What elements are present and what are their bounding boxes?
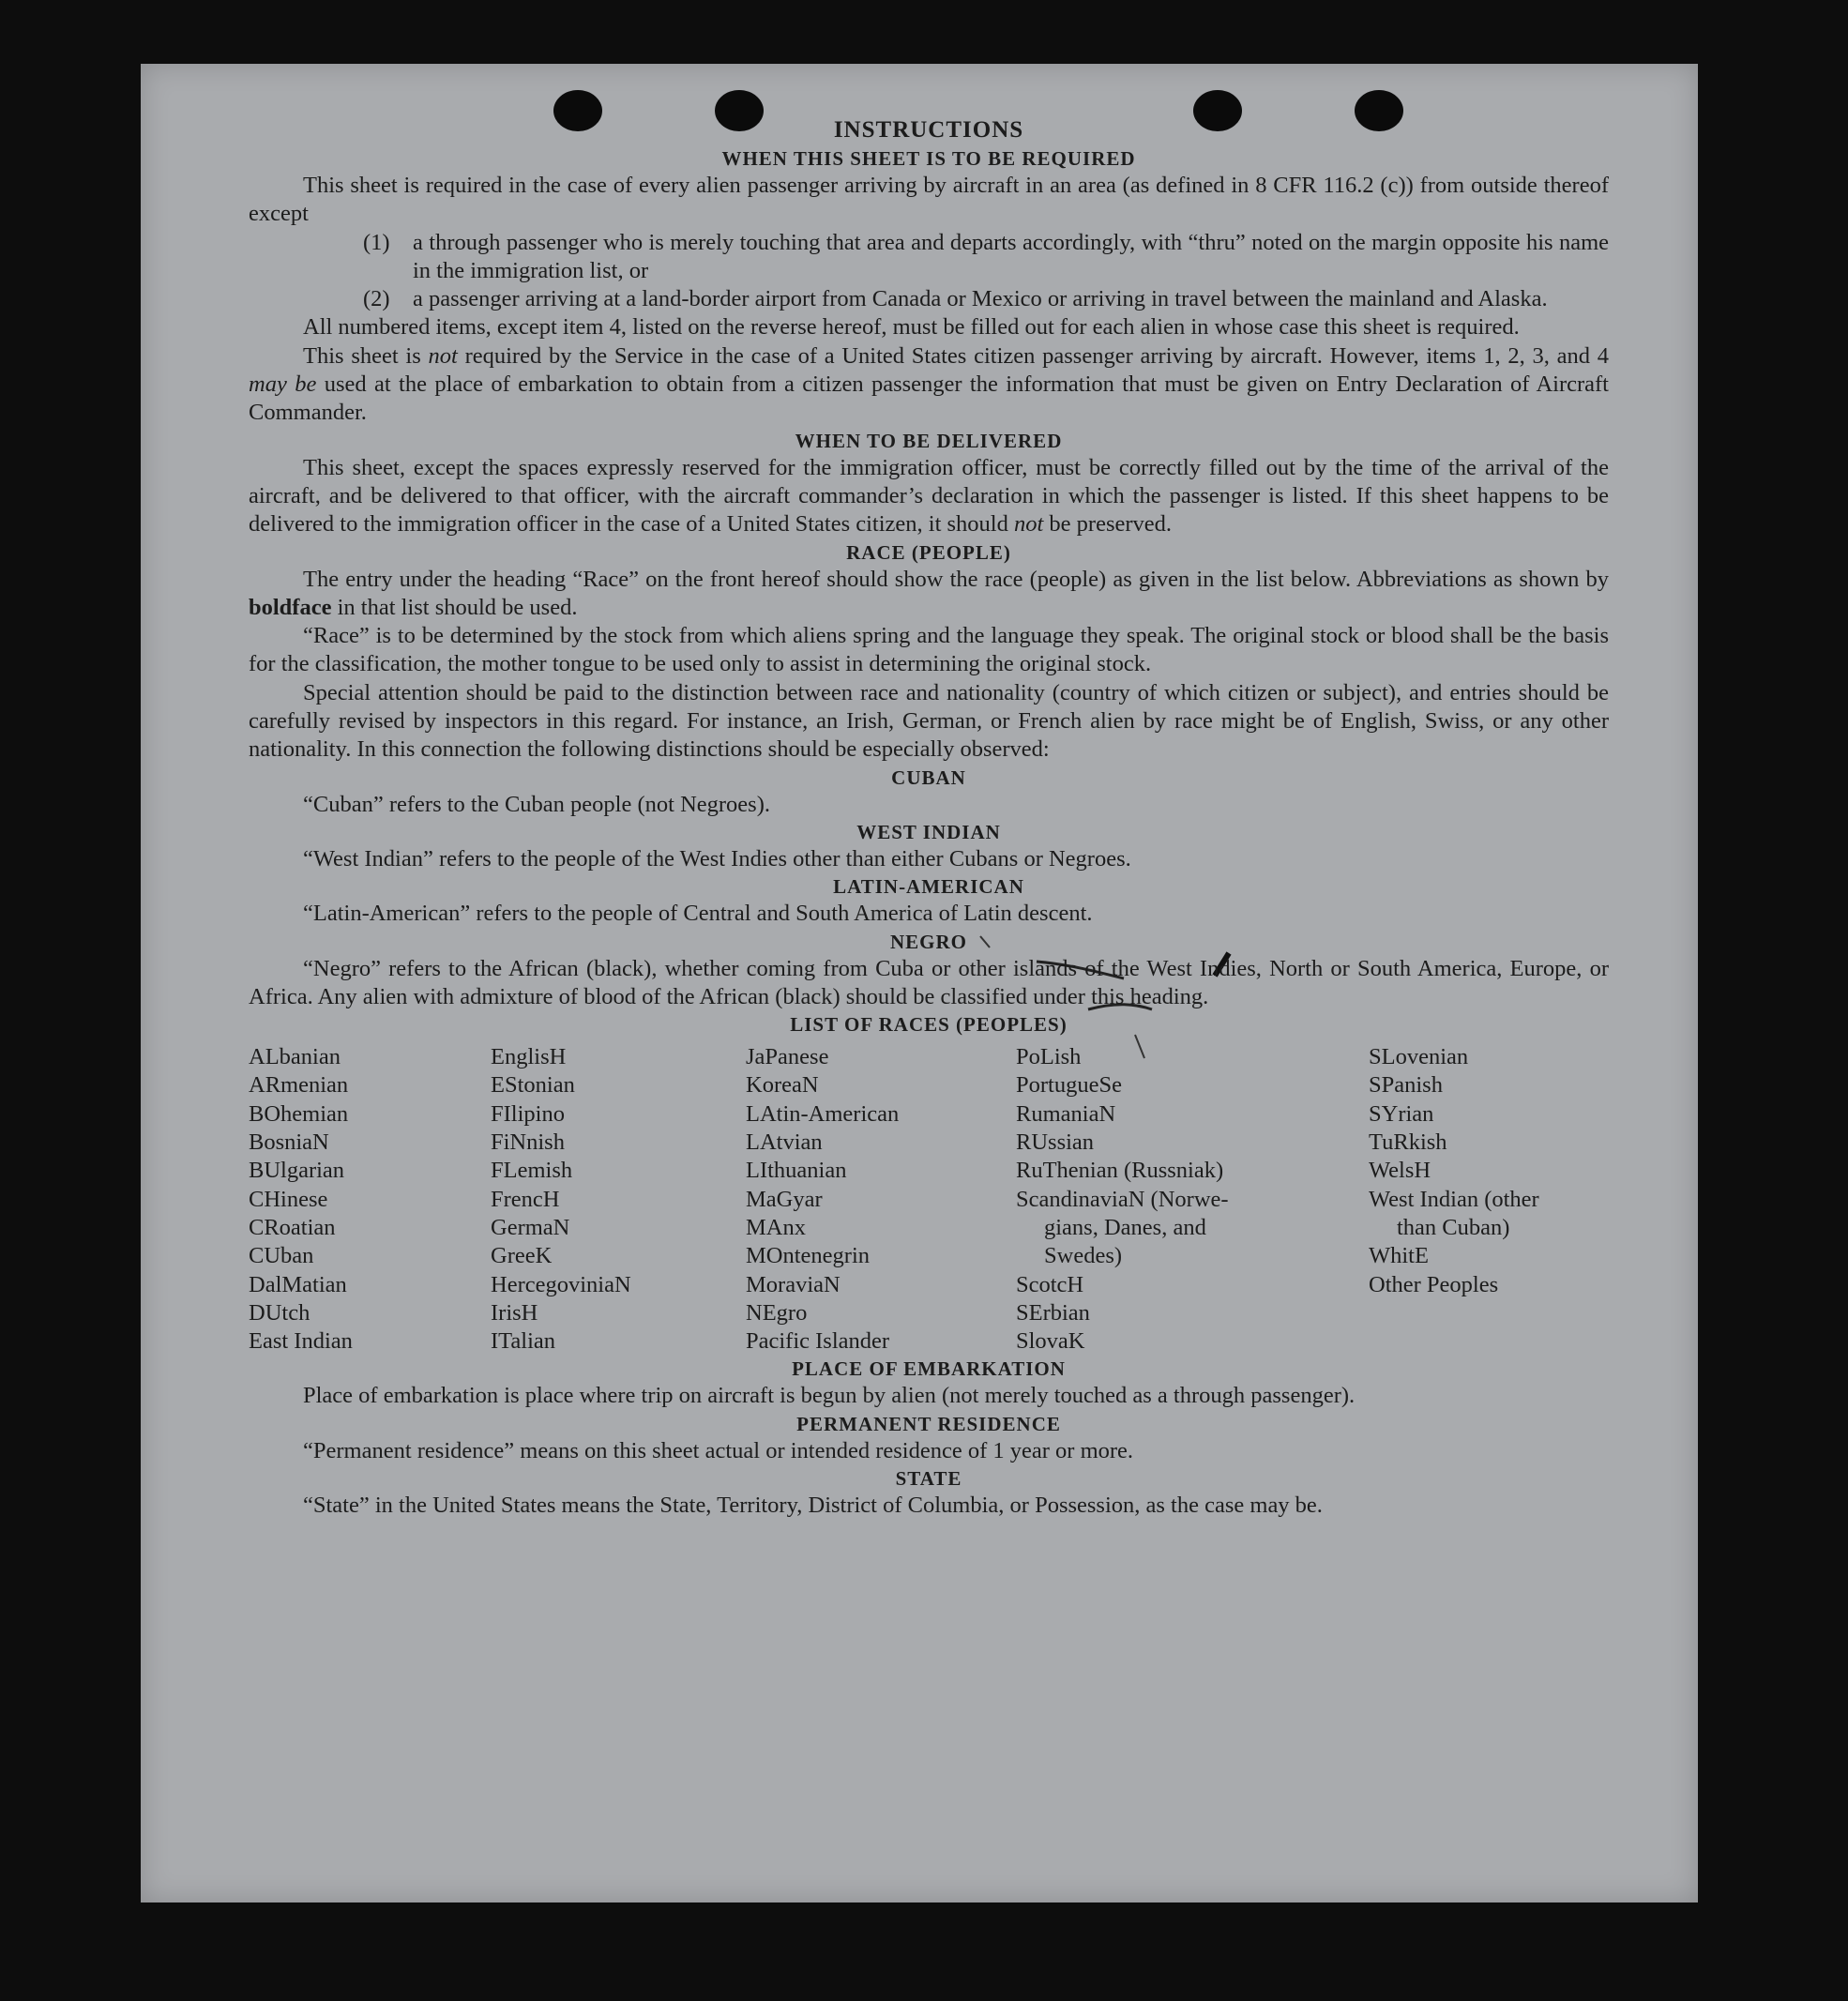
paragraph-race-1: The entry under the heading “Race” on the front hereof should show the race (people) as given in the list below. Abbreviations as shown by boldface in that list should be used. bbox=[249, 566, 1609, 620]
race-entry: EStonian bbox=[491, 1072, 575, 1099]
paragraph-state: “State” in the United States means the State, Territory, District of Columbia, or Possession, as the case may be. bbox=[303, 1492, 1323, 1518]
race-entry: EnglisH bbox=[491, 1044, 567, 1070]
section-heading-cuban: CUBAN bbox=[891, 766, 966, 789]
paragraph-when-required: This sheet is required in the case of every alien passenger arriving by aircraft in an area (as defined in 8 CFR 116.2 (c)) from outside thereof except bbox=[249, 173, 1609, 227]
race-entry: FLemish bbox=[491, 1158, 573, 1184]
race-entry: GermaN bbox=[491, 1214, 570, 1240]
race-entry: TuRkish bbox=[1369, 1129, 1447, 1156]
document-sheet bbox=[141, 64, 1698, 1902]
list-item bbox=[249, 229, 1609, 286]
section-heading-when-delivered: WHEN TO BE DELIVERED bbox=[795, 429, 1063, 452]
race-column bbox=[491, 1043, 746, 1356]
race-entry: CUban bbox=[249, 1243, 314, 1269]
section-heading-latin-american: LATIN-AMERICAN bbox=[833, 875, 1024, 899]
page-title: INSTRUCTIONS bbox=[833, 117, 1024, 143]
race-entry: West Indian (other bbox=[1369, 1186, 1539, 1212]
race-entry: MOntenegrin bbox=[746, 1243, 870, 1269]
race-entry: ARmenian bbox=[249, 1072, 349, 1099]
race-entry: DUtch bbox=[249, 1299, 311, 1326]
section-heading-list-of-races: LIST OF RACES (PEOPLES) bbox=[790, 1013, 1068, 1037]
race-column bbox=[249, 1043, 491, 1356]
paragraph-when-delivered: This sheet, except the spaces expressly reserved for the immigration officer, must be correctly filled out by the time of the arrival of the aircraft, and be delivered to that officer, with the aircraft commander’s declaration in which the passenger is listed. If this sheet happens to be delivered to the immigration officer in the case of a United States citizen, it should not be preserved. bbox=[249, 454, 1609, 538]
paragraph-cuban: “Cuban” refers to the Cuban people (not Negroes). bbox=[303, 791, 770, 817]
race-entry: SYrian bbox=[1369, 1100, 1434, 1127]
race-entry: FIlipino bbox=[491, 1100, 565, 1127]
race-list bbox=[249, 1043, 1609, 1356]
race-entry: ScandinaviaN (Norwe- bbox=[1016, 1186, 1229, 1212]
section-heading-embarkation: PLACE OF EMBARKATION bbox=[792, 1357, 1066, 1381]
paragraph-west-indian: “West Indian” refers to the people of the West Indies other than either Cubans or Negroes. bbox=[303, 845, 1131, 872]
race-entry: KoreaN bbox=[746, 1072, 819, 1099]
race-entry: WelsH bbox=[1369, 1158, 1431, 1184]
race-entry: FrencH bbox=[491, 1186, 560, 1212]
race-entry: LAtvian bbox=[746, 1129, 823, 1156]
race-column bbox=[1016, 1043, 1369, 1356]
race-entry: RumaniaN bbox=[1016, 1100, 1116, 1127]
race-entry: than Cuban) bbox=[1397, 1214, 1510, 1240]
race-entry: JaPanese bbox=[746, 1044, 829, 1070]
paragraph-race-2: “Race” is to be determined by the stock from which aliens spring and the language they speak. The original stock or blood shall be the basis for the classification, the mother tongue to be used only to assist in determining the original stock. bbox=[249, 623, 1609, 677]
section-heading-residence: PERMANENT RESIDENCE bbox=[796, 1412, 1061, 1435]
race-entry: Other Peoples bbox=[1369, 1271, 1499, 1297]
paragraph-embarkation: Place of embarkation is place where trip on aircraft is begun by alien (not merely touched as a through passenger). bbox=[303, 1383, 1356, 1409]
race-column bbox=[746, 1043, 1016, 1356]
item-number: (2) bbox=[363, 286, 390, 312]
race-entry: GreeK bbox=[491, 1243, 553, 1269]
race-entry: PoLish bbox=[1016, 1044, 1082, 1070]
section-heading-negro: NEGRO bbox=[889, 930, 967, 953]
item-text: a through passenger who is merely touching that area and departs accordingly, with “thru” noted on the margin opposite his name in the immigration list, or bbox=[413, 229, 1609, 283]
instructions-content bbox=[249, 115, 1609, 1520]
race-entry: PortugueSe bbox=[1016, 1072, 1122, 1099]
paragraph-numbered-items: All numbered items, except item 4, listed on the reverse hereof, must be filled out for each alien in whose case this sheet is required. bbox=[303, 314, 1520, 341]
race-entry: LAtin-American bbox=[746, 1100, 900, 1127]
race-entry: ITalian bbox=[491, 1328, 556, 1355]
race-entry: CRoatian bbox=[249, 1214, 336, 1240]
race-entry: ALbanian bbox=[249, 1044, 341, 1070]
race-column bbox=[1369, 1043, 1609, 1356]
paragraph-negro: “Negro” refers to the African (black), whether coming from Cuba or other islands of the West Indies, North or South America, Europe, or Africa. Any alien with admixture of blood of the African (black) should be classified under this heading. bbox=[249, 955, 1609, 1009]
race-entry: CHinese bbox=[249, 1186, 328, 1212]
item-number: (1) bbox=[363, 229, 390, 255]
race-entry: HercegoviniaN bbox=[491, 1271, 631, 1297]
race-entry: DalMatian bbox=[249, 1271, 347, 1297]
paragraph-race-3: Special attention should be paid to the distinction between race and nationality (country of which citizen or subject), and entries should be carefully revised by inspectors in this regard. For instance, an Irish, German, or French alien by race might be of English, Swiss, or any other nationality. In this connection the following distinctions should be especially observed: bbox=[249, 679, 1609, 763]
race-entry: FiNnish bbox=[491, 1129, 565, 1156]
race-entry: WhitE bbox=[1369, 1243, 1429, 1269]
race-entry: SErbian bbox=[1016, 1299, 1090, 1326]
item-text: a passenger arriving at a land-border airport from Canada or Mexico or arriving in travel between the mainland and Alaska. bbox=[413, 286, 1548, 312]
list-item bbox=[249, 285, 1609, 313]
section-heading-when-required: WHEN THIS SHEET IS TO BE REQUIRED bbox=[721, 147, 1136, 170]
race-entry: SPanish bbox=[1369, 1072, 1443, 1099]
race-entry: ScotcH bbox=[1016, 1271, 1084, 1297]
race-entry: BosniaN bbox=[249, 1129, 329, 1156]
race-entry: Swedes) bbox=[1044, 1243, 1123, 1269]
race-entry: IrisH bbox=[491, 1299, 538, 1326]
race-entry: MAnx bbox=[746, 1214, 806, 1240]
race-entry: BUlgarian bbox=[249, 1158, 345, 1184]
race-entry: East Indian bbox=[249, 1328, 353, 1355]
race-entry: SLovenian bbox=[1369, 1044, 1469, 1070]
race-entry: MoraviaN bbox=[746, 1271, 841, 1297]
race-entry: Pacific Islander bbox=[746, 1328, 890, 1355]
paragraph-citizen: This sheet is not required by the Service in the case of a United States citizen passenger arriving by aircraft. However, items 1, 2, 3, and 4 may be used at the place of embarkation to obtain from a citizen passenger the information that must be given on Entry Declaration of Aircraft Commander. bbox=[249, 342, 1609, 426]
section-heading-west-indian: WEST INDIAN bbox=[856, 820, 1001, 843]
race-entry: SlovaK bbox=[1016, 1328, 1085, 1355]
race-entry: BOhemian bbox=[249, 1100, 349, 1127]
race-entry: NEgro bbox=[746, 1299, 808, 1326]
race-entry: RuThenian (Russniak) bbox=[1016, 1158, 1224, 1184]
section-heading-race: RACE (PEOPLE) bbox=[846, 540, 1011, 564]
paragraph-residence: “Permanent residence” means on this sheet actual or intended residence of 1 year or more. bbox=[303, 1437, 1134, 1463]
race-entry: RUssian bbox=[1016, 1129, 1095, 1156]
race-entry: MaGyar bbox=[746, 1186, 823, 1212]
race-entry: LIthuanian bbox=[746, 1158, 847, 1184]
section-heading-state: STATE bbox=[895, 1466, 962, 1490]
race-entry: gians, Danes, and bbox=[1044, 1214, 1206, 1240]
paragraph-latin-american: “Latin-American” refers to the people of Central and South America of Latin descent. bbox=[303, 901, 1093, 927]
